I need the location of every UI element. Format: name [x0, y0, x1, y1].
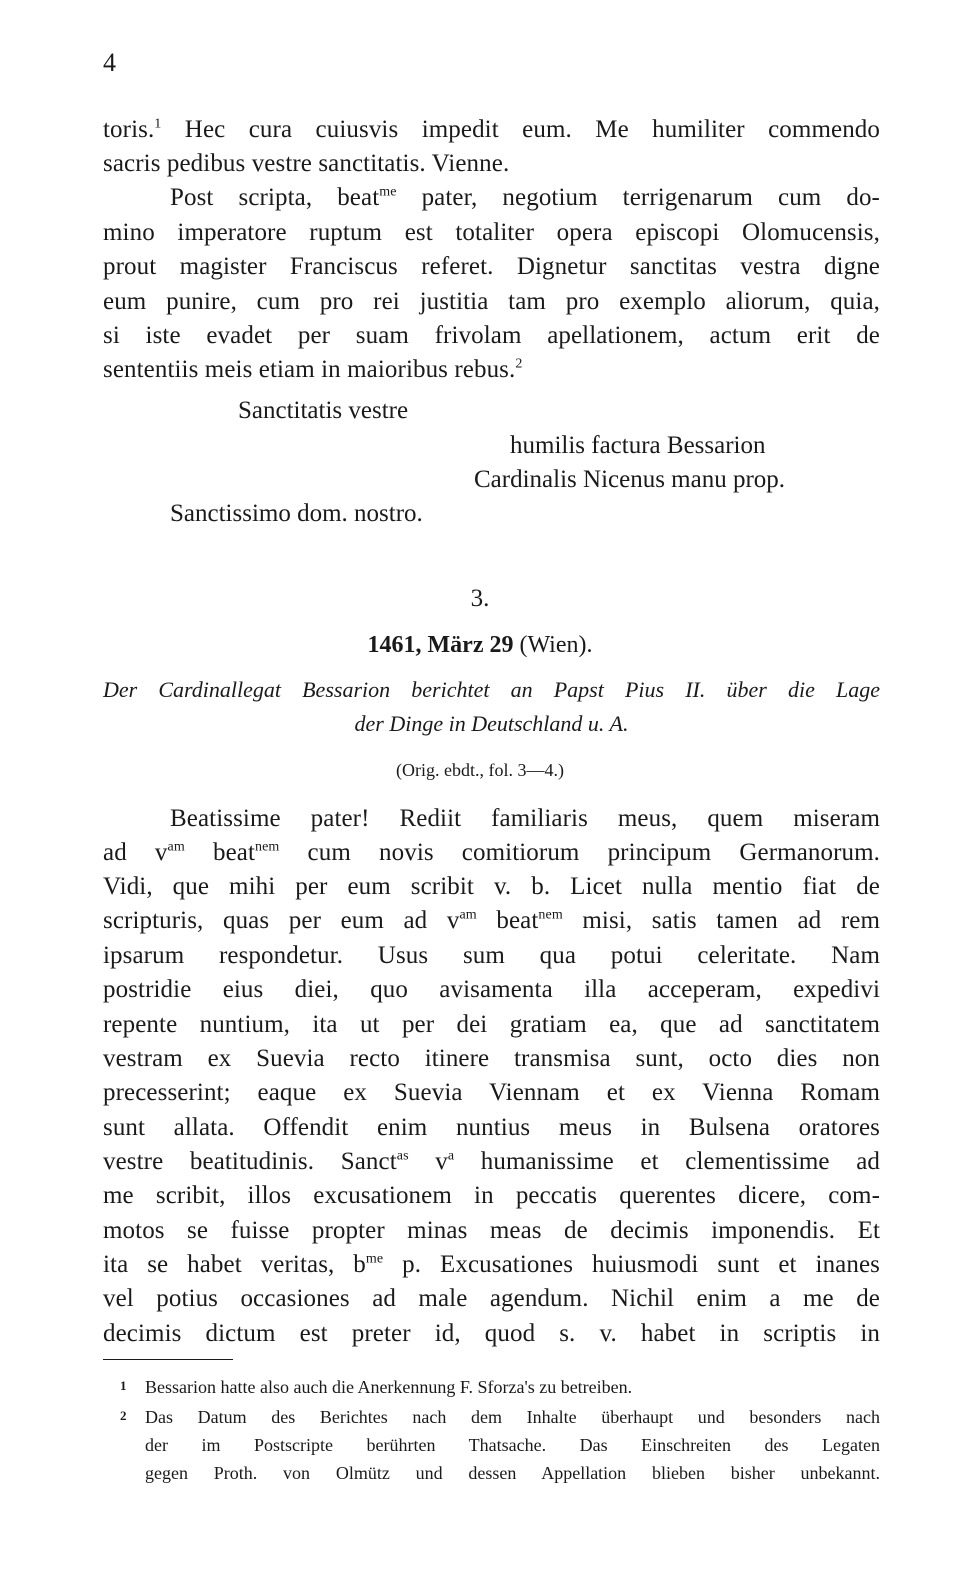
footnote-text: Bessarion hatte also auch die Anerkennung F. Sforza's zu betreiben. [145, 1377, 633, 1397]
footnote-text: der im Postscripte berührten Thatsache. Das Einschreiten des Legaten [145, 1435, 880, 1455]
footnote-marker: 2 [120, 1408, 127, 1423]
text-line: si iste evadet per suam frivolam apellationem, actum erit de [103, 322, 880, 349]
document-number: 3. [470, 585, 490, 612]
text-line: repente nuntium, ita ut per dei gratiam ea, que ad sanctitatem [103, 1011, 880, 1038]
footnote-ref: 2 [515, 356, 523, 372]
text-line: ipsarum respondetur. Usus sum qua potui celeritate. Nam [103, 942, 880, 969]
signature-salutation: Sanctitatis vestre [238, 397, 409, 424]
text-line: precesserint; eaque ex Suevia Viennam et ex Vienna Romam [103, 1079, 880, 1106]
text-line: vel potius occasiones ad male agendum. Nichil enim a me de [103, 1285, 880, 1312]
footnote-text: gegen Proth. von Olmütz und dessen Appellation blieben bisher unbekannt. [145, 1463, 880, 1483]
text-line: vestram ex Suevia recto itinere transmisa sunt, octo dies non [103, 1045, 880, 1072]
letter-address: Sanctissimo dom. nostro. [170, 500, 423, 527]
text-line: prout magister Franciscus referet. Dignetur sanctitas vestra digne [103, 253, 880, 280]
document-source: (Orig. ebdt., fol. 3—4.) [396, 760, 564, 780]
footnote-marker: 1 [120, 1378, 127, 1393]
document-summary: der Dinge in Deutschland u. A. [354, 711, 629, 736]
text-line: me scribit, illos excusationem in peccatis querentes dicere, com- [103, 1182, 880, 1209]
signature-title: Cardinalis Nicenus manu prop. [474, 466, 786, 493]
footnote-divider [103, 1359, 233, 1360]
footnote-ref: 1 [154, 116, 162, 132]
text-line: ita se habet veritas, $b^{me}$ p. Excusationes huiusmodi sunt et inanes [103, 1251, 880, 1278]
text-line: mino imperatore ruptum est totaliter opera episcopi Olomucensis, [103, 219, 880, 246]
text-line: ad $v^{am}$ beat$^{nem}$ cum novis comitiorum principum Germanorum. [103, 839, 881, 866]
text-line: sacris pedibus vestre sanctitatis. Vienne. [103, 150, 510, 177]
text-line: decimis dictum est preter id, quod s. v. habet in scriptis in [103, 1320, 880, 1347]
text-line: eum punire, cum pro rei justitia tam pro exemplo aliorum, quia, [103, 288, 880, 315]
text-line: vestre beatitudinis. Sanct$^{as}$ $v^a$ humanissime et clementissime ad [103, 1148, 880, 1175]
footnote-text: Das Datum des Berichtes nach dem Inhalte überhaupt und besonders nach [145, 1407, 880, 1427]
page-number: 4 [103, 48, 116, 77]
text-line: Post scripta, beat$^{me}$ pater, negotium terrigenarum cum do- [170, 184, 880, 211]
document-date: 1461, März 29 (Wien). [367, 632, 593, 658]
text-line: sunt allata. Offendit enim nuntius meus in Bulsena oratores [103, 1114, 880, 1141]
text-line: motos se fuisse propter minas meas de decimis imponendis. Et [103, 1217, 880, 1244]
text-line: scripturis, quas per eum ad $v^{am}$ beat$^{nem}$ misi, satis tamen ad rem [103, 907, 881, 934]
text-line: sententiis meis etiam in maioribus rebus.$^2$ [103, 356, 523, 383]
text-line: Vidi, que mihi per eum scribit v. b. Licet nulla mentio fiat de [103, 873, 880, 900]
text-line: Beatissime pater! Rediit familiaris meus, quem miseram [170, 805, 880, 832]
signature-name: humilis factura Bessarion [510, 432, 766, 459]
text-line: postridie eius diei, quo avisamenta illa acceperam, expedivi [103, 976, 880, 1003]
text-line: toris.$^1$ Hec cura cuiusvis impedit eum. Me humiliter commendo [103, 116, 880, 143]
document-summary: Der Cardinallegat Bessarion berichtet an Papst Pius II. über die Lage [103, 677, 880, 702]
